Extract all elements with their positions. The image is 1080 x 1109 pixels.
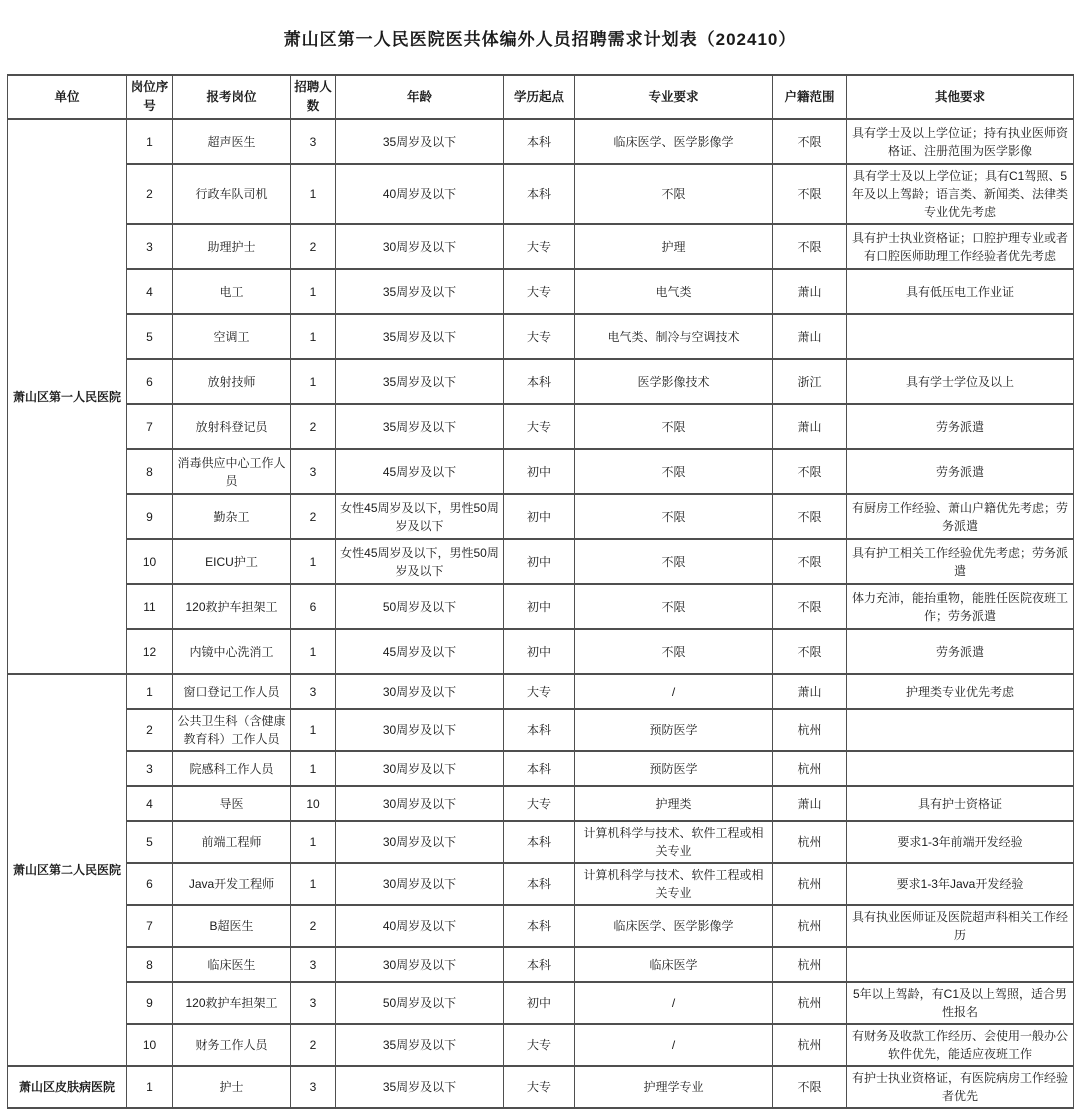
other-requirement-cell: 有护士执业资格证，有医院病房工作经验者优先 <box>847 1066 1074 1108</box>
recruit-count-cell: 1 <box>291 164 336 224</box>
position-title-cell: 放射科登记员 <box>173 404 291 449</box>
major-requirement-cell: 护理 <box>575 224 773 269</box>
household-registration-cell: 不限 <box>773 164 847 224</box>
position-title-cell: 护士 <box>173 1066 291 1108</box>
education-cell: 本科 <box>504 119 575 164</box>
other-requirement-cell: 具有护士执业资格证；口腔护理专业或者有口腔医师助理工作经验者优先考虑 <box>847 224 1074 269</box>
table-row <box>8 449 1074 494</box>
unit-cell: 萧山区皮肤病医院 <box>8 1066 127 1108</box>
table-row <box>8 224 1074 269</box>
education-cell: 本科 <box>504 709 575 751</box>
position-number-cell: 7 <box>127 905 173 947</box>
major-requirement-cell: 计算机科学与技术、软件工程或相关专业 <box>575 821 773 863</box>
household-registration-cell: 不限 <box>773 539 847 584</box>
position-number-cell: 4 <box>127 269 173 314</box>
position-title-cell: 财务工作人员 <box>173 1024 291 1066</box>
education-cell: 大专 <box>504 314 575 359</box>
table-body <box>8 119 1074 1108</box>
position-title-cell: 120救护车担架工 <box>173 982 291 1024</box>
major-requirement-cell: 临床医学 <box>575 947 773 982</box>
other-requirement-cell: 有厨房工作经验、萧山户籍优先考虑；劳务派遣 <box>847 494 1074 539</box>
household-registration-cell: 不限 <box>773 494 847 539</box>
position-number-cell: 1 <box>127 1066 173 1108</box>
other-requirement-cell: 劳务派遣 <box>847 629 1074 674</box>
recruit-count-cell: 1 <box>291 709 336 751</box>
other-requirement-cell <box>847 709 1074 751</box>
age-cell: 35周岁及以下 <box>336 404 504 449</box>
table-row <box>8 359 1074 404</box>
major-requirement-cell: 不限 <box>575 404 773 449</box>
age-cell: 30周岁及以下 <box>336 674 504 709</box>
other-requirement-cell: 护理类专业优先考虑 <box>847 674 1074 709</box>
household-registration-cell: 杭州 <box>773 947 847 982</box>
major-requirement-cell: / <box>575 1024 773 1066</box>
table-row <box>8 905 1074 947</box>
table-row <box>8 494 1074 539</box>
unit-cell: 萧山区第一人民医院 <box>8 119 127 674</box>
position-number-cell: 10 <box>127 1024 173 1066</box>
household-registration-cell: 杭州 <box>773 821 847 863</box>
education-cell: 大专 <box>504 1066 575 1108</box>
education-cell: 大专 <box>504 1024 575 1066</box>
position-number-cell: 3 <box>127 751 173 786</box>
education-cell: 初中 <box>504 982 575 1024</box>
position-number-cell: 1 <box>127 674 173 709</box>
major-requirement-cell: 电气类 <box>575 269 773 314</box>
position-title-cell: Java开发工程师 <box>173 863 291 905</box>
household-registration-cell: 浙江 <box>773 359 847 404</box>
education-cell: 大专 <box>504 269 575 314</box>
table-row <box>8 1066 1074 1108</box>
position-title-cell: 助理护士 <box>173 224 291 269</box>
table-row <box>8 269 1074 314</box>
household-registration-cell: 萧山 <box>773 674 847 709</box>
table-row <box>8 709 1074 751</box>
age-cell: 45周岁及以下 <box>336 449 504 494</box>
major-requirement-cell: 预防医学 <box>575 751 773 786</box>
recruitment-table <box>7 74 1074 1109</box>
table-row <box>8 164 1074 224</box>
age-cell: 35周岁及以下 <box>336 1024 504 1066</box>
position-title-cell: 空调工 <box>173 314 291 359</box>
position-number-cell: 1 <box>127 119 173 164</box>
recruit-count-cell: 2 <box>291 224 336 269</box>
position-title-cell: 电工 <box>173 269 291 314</box>
recruit-count-cell: 3 <box>291 1066 336 1108</box>
age-cell: 30周岁及以下 <box>336 751 504 786</box>
age-cell: 35周岁及以下 <box>336 314 504 359</box>
household-registration-cell: 杭州 <box>773 709 847 751</box>
major-requirement-cell: 不限 <box>575 494 773 539</box>
recruit-count-cell: 1 <box>291 314 336 359</box>
unit-cell: 萧山区第二人民医院 <box>8 674 127 1066</box>
other-requirement-cell: 具有低压电工作业证 <box>847 269 1074 314</box>
other-requirement-cell: 具有学士学位及以上 <box>847 359 1074 404</box>
recruit-count-cell: 1 <box>291 821 336 863</box>
col-header-age: 年龄 <box>336 75 504 119</box>
major-requirement-cell: / <box>575 674 773 709</box>
position-number-cell: 7 <box>127 404 173 449</box>
recruit-count-cell: 10 <box>291 786 336 821</box>
household-registration-cell: 不限 <box>773 1066 847 1108</box>
age-cell: 30周岁及以下 <box>336 709 504 751</box>
position-title-cell: 内镜中心洗消工 <box>173 629 291 674</box>
recruit-count-cell: 2 <box>291 494 336 539</box>
major-requirement-cell: 不限 <box>575 629 773 674</box>
position-title-cell: 院感科工作人员 <box>173 751 291 786</box>
position-number-cell: 2 <box>127 709 173 751</box>
position-number-cell: 3 <box>127 224 173 269</box>
education-cell: 本科 <box>504 751 575 786</box>
table-row <box>8 119 1074 164</box>
education-cell: 初中 <box>504 449 575 494</box>
position-title-cell: 临床医生 <box>173 947 291 982</box>
col-header-recruit-count: 招聘人数 <box>291 75 336 119</box>
recruit-count-cell: 1 <box>291 629 336 674</box>
position-title-cell: 行政车队司机 <box>173 164 291 224</box>
other-requirement-cell: 具有护士资格证 <box>847 786 1074 821</box>
age-cell: 40周岁及以下 <box>336 164 504 224</box>
table-row <box>8 404 1074 449</box>
position-title-cell: B超医生 <box>173 905 291 947</box>
age-cell: 50周岁及以下 <box>336 584 504 629</box>
position-number-cell: 4 <box>127 786 173 821</box>
position-title-cell: EICU护工 <box>173 539 291 584</box>
position-title-cell: 导医 <box>173 786 291 821</box>
position-title-cell: 窗口登记工作人员 <box>173 674 291 709</box>
age-cell: 35周岁及以下 <box>336 1066 504 1108</box>
col-header-position-number: 岗位序号 <box>127 75 173 119</box>
education-cell: 大专 <box>504 786 575 821</box>
recruit-count-cell: 2 <box>291 905 336 947</box>
education-cell: 本科 <box>504 905 575 947</box>
other-requirement-cell: 具有护工相关工作经验优先考虑；劳务派遣 <box>847 539 1074 584</box>
major-requirement-cell: 护理类 <box>575 786 773 821</box>
age-cell: 30周岁及以下 <box>336 863 504 905</box>
col-header-unit: 单位 <box>8 75 127 119</box>
education-cell: 本科 <box>504 164 575 224</box>
other-requirement-cell: 有财务及收款工作经历、会使用一般办公软件优先，能适应夜班工作 <box>847 1024 1074 1066</box>
education-cell: 初中 <box>504 629 575 674</box>
household-registration-cell: 不限 <box>773 119 847 164</box>
recruit-count-cell: 6 <box>291 584 336 629</box>
table-row <box>8 1024 1074 1066</box>
education-cell: 本科 <box>504 359 575 404</box>
household-registration-cell: 不限 <box>773 629 847 674</box>
major-requirement-cell: 护理学专业 <box>575 1066 773 1108</box>
age-cell: 35周岁及以下 <box>336 359 504 404</box>
position-number-cell: 6 <box>127 863 173 905</box>
other-requirement-cell: 5年以上驾龄，有C1及以上驾照，适合男性报名 <box>847 982 1074 1024</box>
col-header-position-title: 报考岗位 <box>173 75 291 119</box>
position-title-cell: 公共卫生科（含健康教育科）工作人员 <box>173 709 291 751</box>
age-cell: 30周岁及以下 <box>336 821 504 863</box>
recruit-count-cell: 3 <box>291 947 336 982</box>
major-requirement-cell: 临床医学、医学影像学 <box>575 119 773 164</box>
other-requirement-cell <box>847 751 1074 786</box>
household-registration-cell: 杭州 <box>773 751 847 786</box>
other-requirement-cell <box>847 947 1074 982</box>
position-number-cell: 9 <box>127 982 173 1024</box>
position-title-cell: 前端工程师 <box>173 821 291 863</box>
table-row <box>8 751 1074 786</box>
table-row <box>8 584 1074 629</box>
major-requirement-cell: 医学影像技术 <box>575 359 773 404</box>
recruit-count-cell: 1 <box>291 863 336 905</box>
recruit-count-cell: 3 <box>291 119 336 164</box>
table-row <box>8 982 1074 1024</box>
other-requirement-cell: 具有学士及以上学位证；具有C1驾照、5年及以上驾龄；语言类、新闻类、法律类专业优先考虑 <box>847 164 1074 224</box>
age-cell: 女性45周岁及以下，男性50周岁及以下 <box>336 539 504 584</box>
major-requirement-cell: 不限 <box>575 539 773 584</box>
age-cell: 40周岁及以下 <box>336 905 504 947</box>
household-registration-cell: 不限 <box>773 449 847 494</box>
recruit-count-cell: 3 <box>291 449 336 494</box>
recruit-count-cell: 1 <box>291 751 336 786</box>
education-cell: 本科 <box>504 863 575 905</box>
major-requirement-cell: 临床医学、医学影像学 <box>575 905 773 947</box>
position-number-cell: 9 <box>127 494 173 539</box>
household-registration-cell: 杭州 <box>773 982 847 1024</box>
recruit-count-cell: 1 <box>291 359 336 404</box>
position-title-cell: 消毒供应中心工作人员 <box>173 449 291 494</box>
table-row <box>8 821 1074 863</box>
col-header-other-requirement: 其他要求 <box>847 75 1074 119</box>
major-requirement-cell: / <box>575 982 773 1024</box>
position-number-cell: 5 <box>127 821 173 863</box>
major-requirement-cell: 计算机科学与技术、软件工程或相关专业 <box>575 863 773 905</box>
education-cell: 大专 <box>504 224 575 269</box>
household-registration-cell: 杭州 <box>773 905 847 947</box>
position-number-cell: 10 <box>127 539 173 584</box>
other-requirement-cell: 具有学士及以上学位证；持有执业医师资格证、注册范围为医学影像 <box>847 119 1074 164</box>
recruit-count-cell: 3 <box>291 674 336 709</box>
other-requirement-cell: 要求1-3年前端开发经验 <box>847 821 1074 863</box>
position-title-cell: 放射技师 <box>173 359 291 404</box>
household-registration-cell: 萧山 <box>773 786 847 821</box>
age-cell: 35周岁及以下 <box>336 119 504 164</box>
position-number-cell: 11 <box>127 584 173 629</box>
education-cell: 本科 <box>504 947 575 982</box>
household-registration-cell: 杭州 <box>773 863 847 905</box>
recruit-count-cell: 3 <box>291 982 336 1024</box>
age-cell: 45周岁及以下 <box>336 629 504 674</box>
major-requirement-cell: 不限 <box>575 164 773 224</box>
age-cell: 35周岁及以下 <box>336 269 504 314</box>
recruit-count-cell: 1 <box>291 269 336 314</box>
table-row <box>8 947 1074 982</box>
age-cell: 女性45周岁及以下，男性50周岁及以下 <box>336 494 504 539</box>
position-number-cell: 2 <box>127 164 173 224</box>
other-requirement-cell: 具有执业医师证及医院超声科相关工作经历 <box>847 905 1074 947</box>
other-requirement-cell: 要求1-3年Java开发经验 <box>847 863 1074 905</box>
major-requirement-cell: 不限 <box>575 584 773 629</box>
education-cell: 初中 <box>504 494 575 539</box>
position-title-cell: 120救护车担架工 <box>173 584 291 629</box>
education-cell: 大专 <box>504 404 575 449</box>
recruit-count-cell: 2 <box>291 404 336 449</box>
table-row <box>8 863 1074 905</box>
other-requirement-cell: 劳务派遣 <box>847 404 1074 449</box>
position-title-cell: 勤杂工 <box>173 494 291 539</box>
header-row <box>8 75 1074 119</box>
major-requirement-cell: 预防医学 <box>575 709 773 751</box>
education-cell: 初中 <box>504 539 575 584</box>
household-registration-cell: 不限 <box>773 224 847 269</box>
major-requirement-cell: 不限 <box>575 449 773 494</box>
col-header-household-registration: 户籍范围 <box>773 75 847 119</box>
table-row <box>8 674 1074 709</box>
household-registration-cell: 萧山 <box>773 269 847 314</box>
position-number-cell: 8 <box>127 947 173 982</box>
household-registration-cell: 萧山 <box>773 404 847 449</box>
age-cell: 30周岁及以下 <box>336 224 504 269</box>
education-cell: 本科 <box>504 821 575 863</box>
col-header-major-requirement: 专业要求 <box>575 75 773 119</box>
table-row <box>8 539 1074 584</box>
age-cell: 30周岁及以下 <box>336 786 504 821</box>
page-title: 萧山区第一人民医院医共体编外人员招聘需求计划表（202410） <box>283 29 797 49</box>
other-requirement-cell: 劳务派遣 <box>847 449 1074 494</box>
household-registration-cell: 杭州 <box>773 1024 847 1066</box>
other-requirement-cell: 体力充沛，能抬重物，能胜任医院夜班工作；劳务派遣 <box>847 584 1074 629</box>
position-number-cell: 8 <box>127 449 173 494</box>
household-registration-cell: 不限 <box>773 584 847 629</box>
household-registration-cell: 萧山 <box>773 314 847 359</box>
other-requirement-cell <box>847 314 1074 359</box>
table-row <box>8 786 1074 821</box>
table-row <box>8 629 1074 674</box>
table-row <box>8 314 1074 359</box>
age-cell: 30周岁及以下 <box>336 947 504 982</box>
recruit-count-cell: 1 <box>291 539 336 584</box>
position-number-cell: 5 <box>127 314 173 359</box>
recruit-count-cell: 2 <box>291 1024 336 1066</box>
position-number-cell: 12 <box>127 629 173 674</box>
position-title-cell: 超声医生 <box>173 119 291 164</box>
education-cell: 初中 <box>504 584 575 629</box>
major-requirement-cell: 电气类、制冷与空调技术 <box>575 314 773 359</box>
col-header-education: 学历起点 <box>504 75 575 119</box>
position-number-cell: 6 <box>127 359 173 404</box>
age-cell: 50周岁及以下 <box>336 982 504 1024</box>
education-cell: 大专 <box>504 674 575 709</box>
